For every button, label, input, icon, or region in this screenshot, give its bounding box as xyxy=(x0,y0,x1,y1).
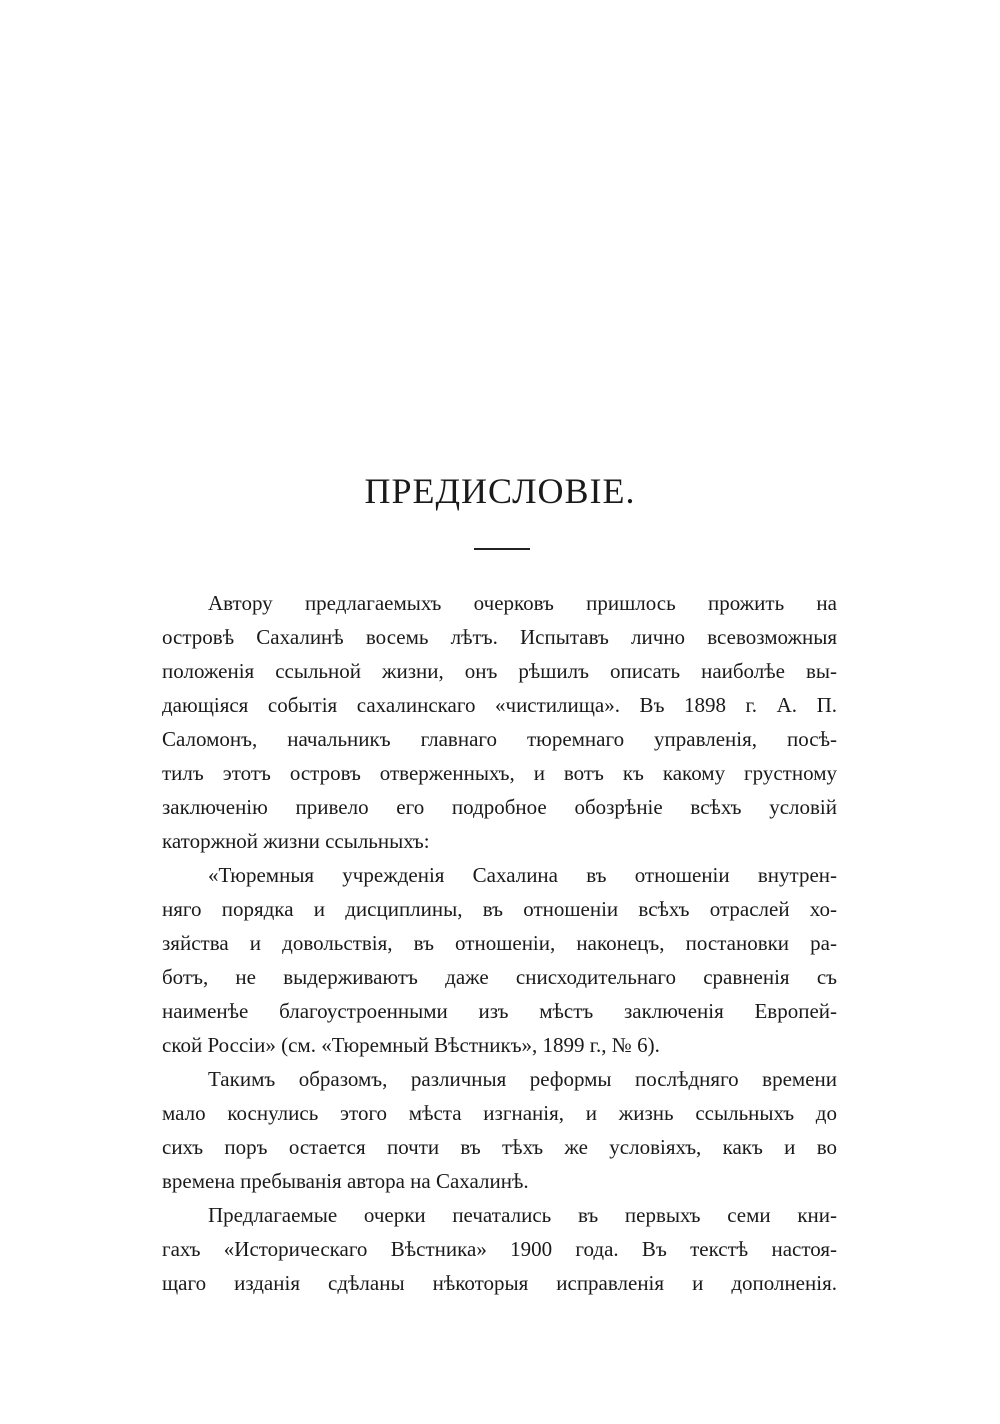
text-line: каторжной жизни ссыльныхъ: xyxy=(162,829,430,853)
text-line: Автору предлагаемыхъ очерковъ пришлось прожить на xyxy=(208,591,837,615)
text-line: Саломонъ, начальникъ главнаго тюремнаго управленія, посѣ- xyxy=(162,727,837,751)
text-line: мало коснулись этого мѣста изгнанія, и жизнь ссыльныхъ до xyxy=(162,1101,837,1125)
text-line: дающіяся событія сахалинскаго «чистилища». Въ 1898 г. А. П. xyxy=(162,693,837,717)
page-title: ПРЕДИСЛОВІЕ. xyxy=(364,471,636,511)
text-line: ской Россіи» (см. «Тюремный Вѣстникъ», 1899 г., № 6). xyxy=(162,1033,660,1057)
text-line: заключенію привело его подробное обозрѣніе всѣхъ условій xyxy=(162,795,837,819)
text-line: тилъ этотъ островъ отверженныхъ, и вотъ къ какому грустному xyxy=(162,761,837,785)
text-line: положенія ссыльной жизни, онъ рѣшилъ описать наиболѣе вы- xyxy=(162,659,837,683)
text-line: Предлагаемые очерки печатались въ первыхъ семи кни- xyxy=(208,1203,837,1227)
preface-body xyxy=(162,586,837,1300)
text-line: островѣ Сахалинѣ восемь лѣтъ. Испытавъ лично всевозможныя xyxy=(162,625,837,649)
text-line: щаго изданія сдѣланы нѣкоторыя исправленія и дополненія. xyxy=(162,1271,837,1295)
text-line: няго порядка и дисциплины, въ отношеніи всѣхъ отраслей хо- xyxy=(162,897,837,921)
title-divider xyxy=(474,548,530,550)
text-line: времена пребыванія автора на Сахалинѣ. xyxy=(162,1169,529,1193)
text-line: гахъ «Историческаго Вѣстника» 1900 года. Въ текстѣ настоя- xyxy=(162,1237,837,1261)
text-line: Такимъ образомъ, различныя реформы послѣдняго времени xyxy=(208,1067,837,1091)
text-line: «Тюремныя учрежденія Сахалина въ отношеніи внутрен- xyxy=(208,863,837,887)
text-line: наименѣе благоустроенными изъ мѣстъ заключенія Европей- xyxy=(162,999,837,1023)
text-line: зяйства и довольствія, въ отношеніи, наконецъ, постановки ра- xyxy=(162,931,837,955)
text-line: ботъ, не выдерживаютъ даже снисходительнаго сравненія съ xyxy=(162,965,837,989)
text-line: сихъ поръ остается почти въ тѣхъ же условіяхъ, какъ и во xyxy=(162,1135,837,1159)
